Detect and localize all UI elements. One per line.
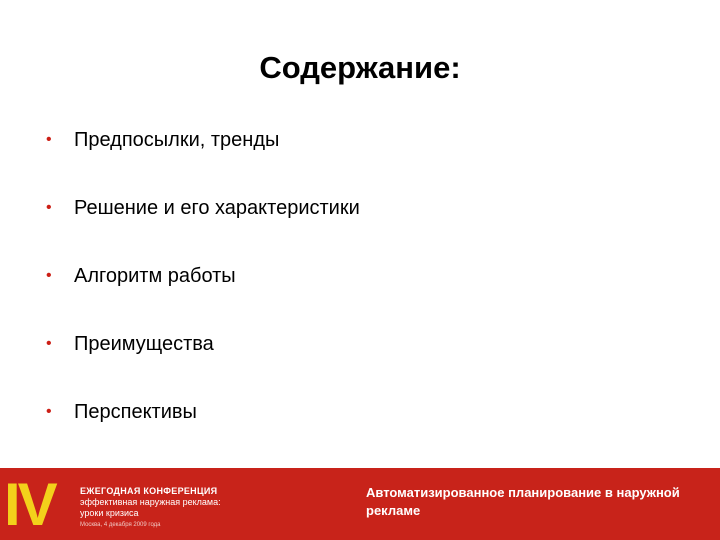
bullet-icon: • bbox=[46, 403, 52, 420]
list-item bbox=[46, 192, 360, 260]
bullet-label: Предпосылки, тренды bbox=[74, 129, 280, 151]
presentation-caption: Автоматизированное планирование в наружной рекламе bbox=[366, 485, 680, 518]
bullet-label: Преимущества bbox=[74, 333, 214, 355]
logo-subtitle-2: уроки кризиса bbox=[80, 508, 139, 518]
bullet-icon: • bbox=[46, 267, 52, 284]
bullet-list bbox=[46, 124, 360, 464]
bullet-icon: • bbox=[46, 131, 52, 148]
logo-date: Москва, 4 декабря 2009 года bbox=[80, 522, 161, 528]
bullet-icon: • bbox=[46, 335, 52, 352]
conference-logo-numeral: IV bbox=[4, 471, 55, 538]
bullet-label: Перспективы bbox=[74, 401, 197, 423]
list-item bbox=[46, 396, 360, 464]
bullet-icon: • bbox=[46, 199, 52, 216]
conference-logo-text bbox=[80, 486, 280, 531]
bullet-label: Алгоритм работы bbox=[74, 265, 236, 287]
list-item bbox=[46, 328, 360, 396]
footer-banner bbox=[0, 468, 720, 540]
bullet-label: Решение и его характеристики bbox=[74, 197, 360, 219]
list-item bbox=[46, 260, 360, 328]
logo-subtitle: эффективная наружная реклама: bbox=[80, 497, 221, 507]
slide-title: Содержание: bbox=[259, 50, 461, 85]
list-item bbox=[46, 124, 360, 192]
logo-heading: ЕЖЕГОДНАЯ КОНФЕРЕНЦИЯ bbox=[80, 486, 218, 496]
